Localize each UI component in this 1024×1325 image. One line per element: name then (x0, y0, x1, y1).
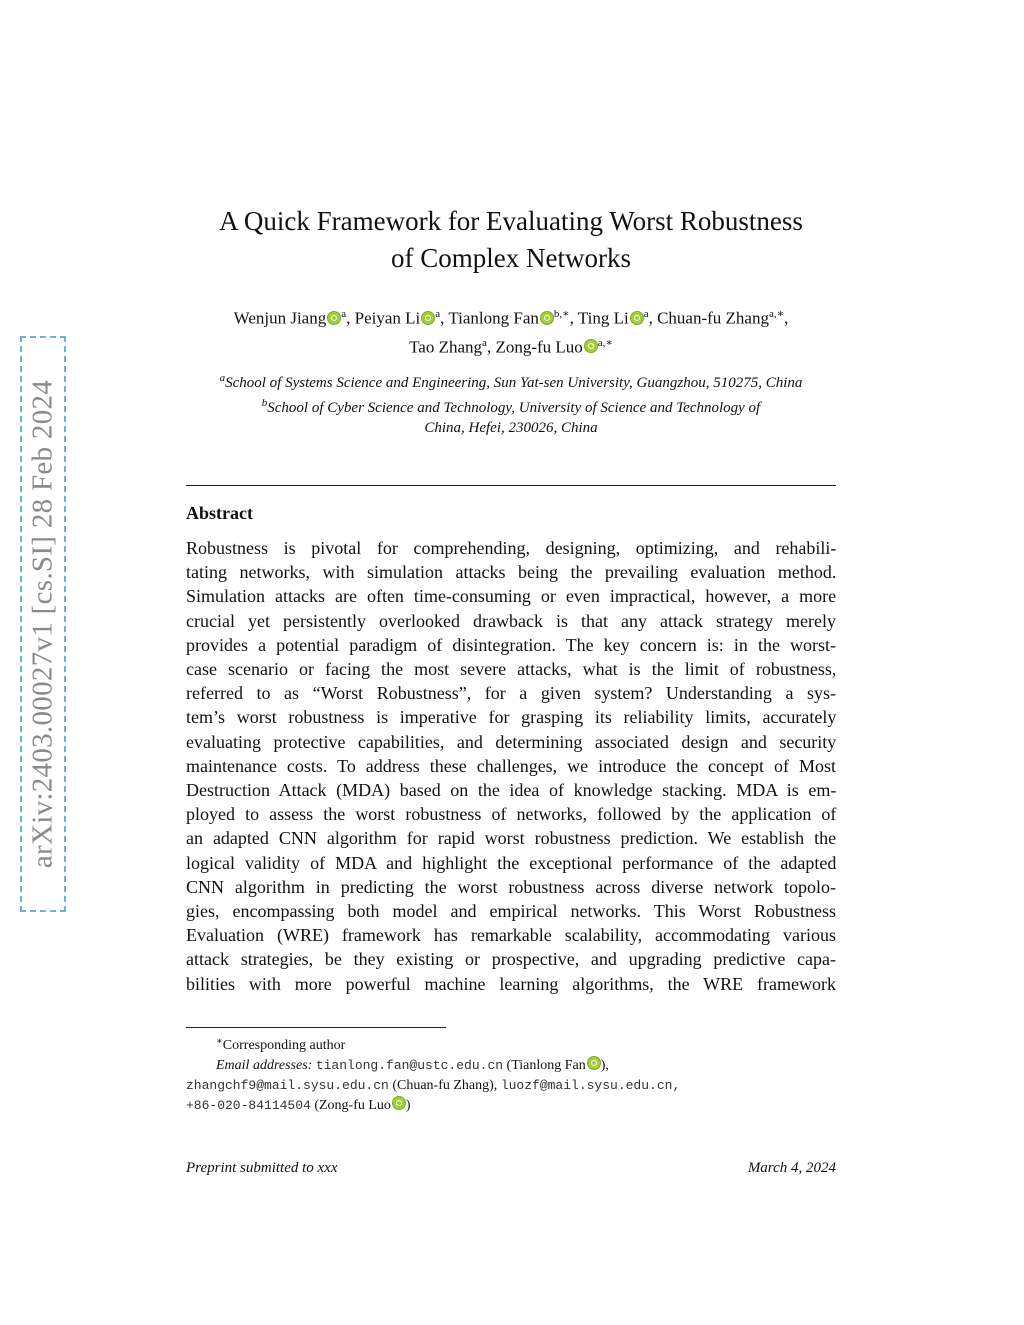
orcid-icon[interactable] (327, 311, 341, 325)
footnote-rule (186, 1027, 446, 1028)
date: March 4, 2024 (747, 1160, 836, 1176)
affiliation-b-cont: China, Hefei, 230026, China (424, 420, 598, 436)
abstract-line: maintenance costs. To address these challenges, we introduce the concept of Most (186, 755, 836, 776)
author-line-1: Wenjun Jiang $^a$, Peiyan Li $^a$, Tianlong Fan $^{b,∗}$, Ting Li $^a$, Chuan-fu Zhang$^{a,∗}$, (233, 308, 789, 328)
author-affil-mark: a (435, 308, 441, 320)
author-affil-mark: a,∗ (768, 308, 785, 320)
email-line-3: +86-020-84114504 (Zong-fu Luo ) (186, 1098, 411, 1113)
author-name: Ting Li (577, 308, 629, 328)
author-name: Zong-fu Luo (495, 337, 583, 357)
abstract-line: logical validity of MDA and highlight the exceptional performance of the adapted (186, 852, 837, 873)
email-label: Email addresses: (216, 1058, 313, 1073)
abstract-line: CNN algorithm in predicting the worst robustness across diverse network topolo- (186, 876, 836, 897)
author-name: Tao Zhang (409, 337, 483, 357)
abstract-top-rule (186, 485, 836, 486)
email-link[interactable]: zhangchf9@mail.sysu.edu.cn (186, 1078, 389, 1093)
author-affil-mark: a (643, 308, 649, 320)
author-name: Tianlong Fan (448, 308, 539, 328)
author-affil-mark: a (482, 336, 487, 349)
footnote-mark: ∗ (216, 1036, 223, 1047)
author-affil-mark: a (341, 308, 347, 320)
title-line-1: A Quick Framework for Evaluating Worst Robustness (219, 206, 803, 236)
abstract-line: tem’s worst robustness is imperative for grasping its reliability limits, accurately (186, 707, 837, 728)
affil-mark-a: a (219, 372, 226, 384)
affiliations (186, 368, 836, 438)
corresponding-author-note: ∗Corresponding author (216, 1036, 346, 1053)
abstract-line: tating networks, with simulation attacks being the prevailing evaluation method. (186, 562, 837, 583)
email-line-2: zhangchf9@mail.sysu.edu.cn (Chuan-fu Zhang), luozf@mail.sysu.edu.cn, (186, 1078, 681, 1093)
email-line-1: Email addresses: tianlong.fan@ustc.edu.cn (Tianlong Fan ), (216, 1058, 609, 1073)
author-name: Peiyan Li (354, 308, 421, 328)
author-name: Wenjun Jiang (233, 308, 327, 328)
orcid-icon[interactable] (392, 1096, 406, 1110)
orcid-icon[interactable] (540, 311, 554, 325)
abstract-line: crucial yet persistently overlooked drawback is that any attack strategy merely (186, 610, 836, 631)
abstract-line: ployed to assess the worst robustness of networks, followed by the application of (186, 804, 837, 825)
footnotes (186, 1032, 836, 1116)
abstract-line: Robustness is pivotal for comprehending, designing, optimizing, and rehabili- (186, 538, 837, 558)
affil-mark-b: b (261, 397, 268, 409)
author-affil-mark: a,∗ (597, 336, 613, 349)
affiliation-a: $^a$School of Systems Science and Engineering, Sun Yat-sen University, Guangzhou, 510275, China (219, 372, 803, 391)
author-affil-mark: b,∗ (553, 308, 570, 320)
arxiv-identifier[interactable]: arXiv:2403.00027v1 [cs.SI] 28 Feb 2024 (26, 379, 59, 869)
abstract-line: provides a potential paradigm of disintegration. The key concern is: in the worst- (186, 634, 837, 655)
author-line-2: Tao Zhang$^a$, Zong-fu Luo $^{a,∗}$ (409, 336, 613, 357)
abstract-line: an adapted CNN algorithm for rapid worst robustness prediction. We establish the (186, 828, 837, 849)
abstract-line: referred to as “Worst Robustness”, for a given system? Understanding a sys- (186, 683, 836, 704)
affiliation-b: $^b$School of Cyber Science and Technology, University of Science and Technology of (261, 397, 761, 416)
orcid-icon[interactable] (587, 1056, 601, 1070)
email-link[interactable]: luozf@mail.sysu.edu.cn, (500, 1078, 681, 1093)
orcid-icon[interactable] (584, 339, 598, 353)
orcid-icon[interactable] (630, 311, 644, 325)
orcid-icon[interactable] (421, 311, 435, 325)
author-name: Chuan-fu Zhang (657, 308, 769, 328)
email-link[interactable]: tianlong.fan@ustc.edu.cn (315, 1058, 504, 1073)
abstract-line: evaluating protective capabilities, and determining associated design and security (186, 731, 837, 752)
abstract-line: case scenario or facing the most severe attacks, what is the limit of robustness, (186, 659, 837, 680)
abstract-heading: Abstract (186, 503, 253, 523)
abstract-body (186, 536, 836, 996)
author-list (186, 302, 836, 359)
abstract-line: Destruction Attack (MDA) based on the idea of knowledge stacking. MDA is em- (186, 780, 837, 801)
title-line-2: of Complex Networks (391, 243, 631, 273)
abstract-line: gies, encompassing both model and empirical networks. This Worst Robustness (186, 901, 836, 922)
preprint-note: Preprint submitted to xxx (186, 1160, 338, 1176)
abstract-line: bilities with more powerful machine learning algorithms, the WRE framework (186, 973, 836, 994)
abstract-line: Simulation attacks are often time-consuming or even impractical, however, a more (186, 586, 837, 607)
paper-title (186, 203, 836, 277)
abstract-line: attack strategies, be they existing or prospective, and upgrading predictive capa- (186, 949, 836, 970)
phone-number: +86-020-84114504 (186, 1098, 311, 1113)
abstract-line: Evaluation (WRE) framework has remarkable scalability, accommodating various (186, 925, 836, 946)
